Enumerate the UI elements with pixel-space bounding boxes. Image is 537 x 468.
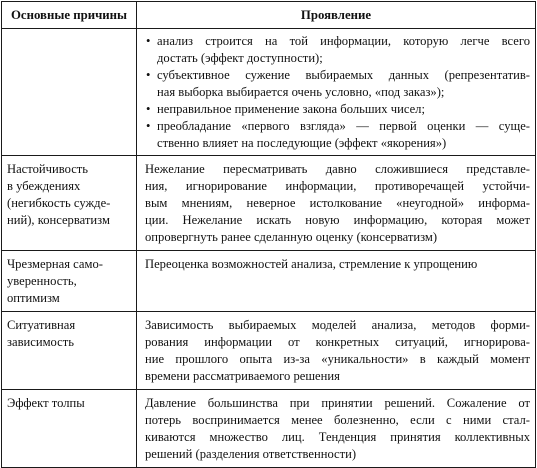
bullet-text-line: анализ строится на той информации, которую легче всего [157, 34, 530, 48]
bullet-icon: • [146, 119, 151, 133]
cause-text-line: Ситуативная [7, 318, 76, 332]
manifestation-text-line: потерь воспринимается менее болезненно, если с ними стал- [145, 413, 530, 427]
cause-text-line: ний), консерватизм [7, 213, 110, 227]
cause-text-line: Эффект толпы [7, 396, 85, 410]
bullet-text-line: ственно влияет на последующие (эффект «якорения») [157, 136, 447, 150]
list-item [145, 118, 530, 152]
cause-text-line: Настойчивость [7, 162, 89, 176]
table-row [2, 251, 536, 312]
cause-cell [2, 156, 137, 251]
manifestation-cell [137, 312, 536, 390]
list-item [145, 33, 530, 67]
cause-text-line: Чрезмерная само- [7, 257, 103, 271]
manifestation-text-line: Нежелание пересматривать давно сложившиеся представле- [145, 162, 530, 176]
bullet-text-line: достать (эффект доступности); [157, 51, 323, 65]
cause-text-line: оптимизм [7, 291, 60, 305]
manifestation-text-line: времени рассматриваемого решения [145, 369, 340, 383]
cause-cell [2, 251, 137, 312]
manifestation-text-line: Зависимость выбираемых моделей анализа, методов форми- [145, 318, 530, 332]
bullet-icon: • [146, 68, 151, 82]
manifestation-text-line: рования информации от конкретных ситуаций, игнорирова- [145, 335, 530, 349]
list-item [145, 101, 530, 118]
cause-text-line: уверенность, [7, 274, 77, 288]
manifestation-text-line: ния, игнорирование информации, противоречащей устойчи- [145, 179, 530, 193]
manifestation-cell [137, 29, 536, 156]
bullet-text-line: преобладание «первого взгляда» — первой оценки — суще- [157, 119, 530, 133]
bullet-icon: • [146, 102, 151, 116]
table-row [2, 312, 536, 390]
manifestation-text-line: вым мнениям, неверное истолкование «неугодной» информа- [145, 196, 530, 210]
cause-cell [2, 390, 137, 468]
header-causes: Основные причины [2, 2, 137, 29]
manifestation-text-line: ние прошлого опыта из-за «уникальности» в каждый момент [145, 352, 530, 366]
cause-cell-empty [2, 29, 137, 156]
cause-text-line: в убеждениях [7, 179, 81, 193]
bullet-text-line: ная выборка выбирается очень условно, «под заказ»); [157, 85, 445, 99]
table-row [2, 29, 536, 156]
table-row [2, 390, 536, 468]
manifestation-text-line: киваются множество лиц. Тенденция принятия коллективных [145, 430, 530, 444]
table-row [2, 156, 536, 251]
manifestation-text-line: решений (разделения ответственности) [145, 447, 357, 461]
list-item [145, 67, 530, 101]
bullet-text-line: субъективное сужение выбираемых данных (репрезентатив- [157, 68, 530, 82]
manifestation-text-line: Давление большинства при принятии решений. Сожаление от [145, 396, 530, 410]
cause-text-line: зависимость [7, 335, 74, 349]
manifestation-cell [137, 251, 536, 312]
manifestation-cell [137, 156, 536, 251]
header-manifestation: Проявление [137, 2, 536, 29]
manifestation-cell [137, 390, 536, 468]
bullet-text-line: неправильное применение закона больших чисел; [157, 102, 425, 116]
bullet-icon: • [146, 34, 151, 48]
manifestation-text-line: Переоценка возможностей анализа, стремление к упрощению [145, 257, 478, 271]
cause-text-line: (негибкость сужде- [7, 196, 111, 210]
causes-table [1, 1, 536, 468]
table-header-row [2, 2, 536, 29]
manifestation-text-line: ции. Нежелание искать новую информацию, которая может [145, 213, 530, 227]
manifestation-text-line: опровергнуть ранее сделанную оценку (консерватизм) [145, 230, 438, 244]
bullet-list [145, 33, 530, 152]
cause-cell [2, 312, 137, 390]
